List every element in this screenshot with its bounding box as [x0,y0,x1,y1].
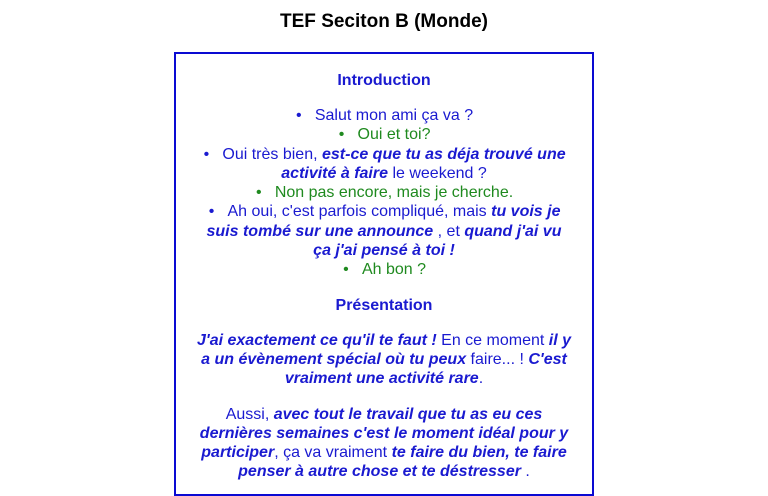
body-text: Non pas encore, mais je cherche. [274,184,514,202]
dialogue-line [196,106,572,125]
bullet-icon: • [343,261,349,279]
dialogue-line [196,125,572,144]
presentation-paragraph [196,405,572,482]
body-text: le weekend ? [388,164,487,182]
body-text: , ça va vraiment [274,444,392,462]
body-text: , et [433,222,465,240]
emphasis-text: est-ce que tu as déja trouvé une activité à faire [281,145,566,182]
section-heading-introduction: Introduction [337,72,431,89]
emphasis-text: tu vois je suis tombé sur une announce [206,203,561,240]
body-text: . [478,370,484,388]
emphasis-text: avec tout le travail que tu as eu ces dernières semaines c'est le moment idéal pour y participer [199,405,569,462]
presentation-paragraph [196,331,572,389]
body-text: En ce moment [436,331,549,349]
bullet-icon: • [208,203,215,221]
dialogue-list [196,106,572,280]
content-frame [174,52,594,496]
dialogue-line [196,183,572,202]
presentation-body [196,331,572,482]
dialogue-line [196,145,572,184]
dialogue-line [196,202,572,260]
body-text: Ah oui, c'est parfois compliqué, mais [227,203,492,221]
bullet-icon: • [203,145,210,163]
page-title: TEF Seciton B (Monde) [280,11,488,32]
body-text: faire... ! [466,350,529,368]
body-text: Oui et toi? [357,126,431,144]
emphasis-text: J'ai exactement ce qu'il te faut ! [197,331,437,349]
body-text: Ah bon ? [361,261,427,279]
bullet-icon: • [296,107,302,124]
body-text: Oui très bien, [222,145,322,163]
emphasis-text: il y a un évènement spécial où tu peux [201,331,571,368]
body-text: Salut mon ami ça va ? [314,107,474,124]
body-text: Aussi, [225,405,274,423]
body-text: . [520,463,530,481]
dialogue-line [196,260,572,279]
section-heading-presentation: Présentation [335,296,433,314]
bullet-icon: • [338,126,345,144]
emphasis-text: C'est vraiment une activité rare [284,350,567,388]
bullet-icon: • [256,184,262,202]
emphasis-text: te faire du bien, te faire penser à autre chose et te déstresser [238,444,567,481]
emphasis-text: quand j'ai vu ça j'ai pensé à toi ! [313,222,562,260]
